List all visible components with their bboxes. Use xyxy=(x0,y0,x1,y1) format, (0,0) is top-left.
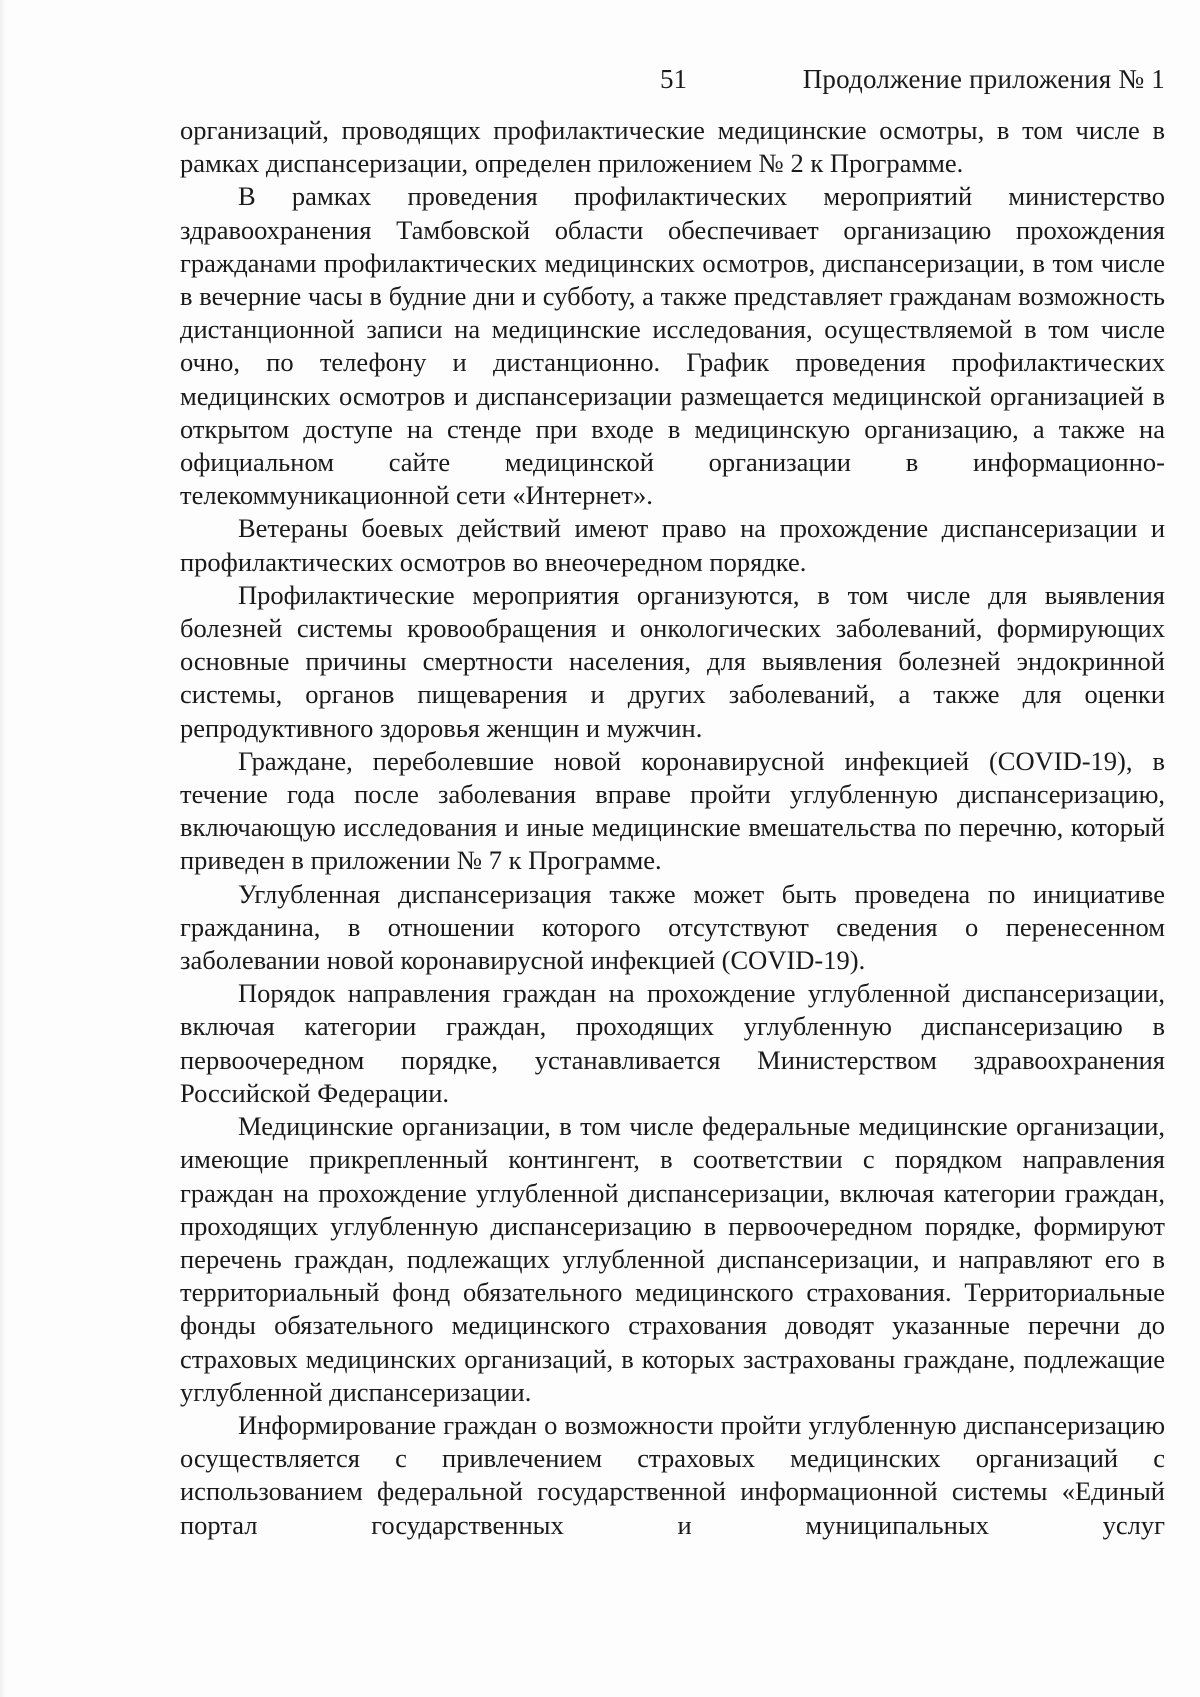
paragraph-1: организаций, проводящих профилактические медицинские осмотры, в том числе в рамках диспансеризации, определен приложением № 2 к Программе. xyxy=(180,115,1165,179)
paragraph-8: Медицинские организации, в том числе федеральные медицинские организации, имеющие прикрепленный контингент, в соответствии с порядком направления граждан на прохождение углубленной диспансеризации, включая категории граждан, проходящих углубленную диспансеризацию в первоочередном порядке, формируют перечень граждан, подлежащих углубленной диспансеризации, и направляют его в территориальный фонд обязательного медицинского страхования. Территориальные фонды обязательного медицинского страхования доводят указанные перечни до страховых медицинских организаций, в которых застрахованы граждане, подлежащие углубленной диспансеризации. xyxy=(180,1111,1165,1407)
paragraph-3: Ветераны боевых действий имеют право на прохождение диспансеризации и профилактических осмотров во внеочередном порядке. xyxy=(180,513,1165,577)
paragraph-9: Информирование граждан о возможности пройти углубленную диспансеризацию осуществляется с привлечением страховых медицинских организаций с использованием федеральной государственной информационной системы «Единый портал государственных и муниципальных услуг xyxy=(180,1409,1165,1540)
scan-edge-shadow xyxy=(0,0,6,1697)
paragraph-2: В рамках проведения профилактических мероприятий министерство здравоохранения Тамбовской области обеспечивает организацию прохождения гражданами профилактических медицинских осмотров, диспансеризации, в том числе в вечерние часы в будние дни и субботу, а также представляет гражданам возможность дистанционной записи на медицинские исследования, осуществляемой в том числе очно, по телефону и дистанционно. График проведения профилактических медицинских осмотров и диспансеризации размещается медицинской организацией в открытом доступе на стенде при входе в медицинскую организацию, а также на официальном сайте медицинской организации в информационно-телекоммуникационной сети «Интернет». xyxy=(180,181,1165,511)
page-header xyxy=(180,64,1165,104)
page-number: 51 xyxy=(660,64,687,94)
document-body xyxy=(180,114,1165,1542)
paragraph-5: Граждане, переболевшие новой коронавирусной инфекцией (COVID-19), в течение года после заболевания вправе пройти углубленную диспансеризацию, включающую исследования и иные медицинские вмешательства по перечню, который приведен в приложении № 7 к Программе. xyxy=(180,745,1165,876)
appendix-continuation-label: Продолжение приложения № 1 xyxy=(802,64,1165,94)
paragraph-7: Порядок направления граждан на прохождение углубленной диспансеризации, включая категории граждан, проходящих углубленную диспансеризацию в первоочередном порядке, устанавливается Министерством здравоохранения Российской Федерации. xyxy=(180,978,1165,1108)
paragraph-4: Профилактические мероприятия организуются, в том числе для выявления болезней системы кровообращения и онкологических заболеваний, формирующих основные причины смертности населения, для выявления болезней эндокринной системы, органов пищеварения и других заболеваний, а также для оценки репродуктивного здоровья женщин и мужчин. xyxy=(180,579,1165,743)
paragraph-6: Углубленная диспансеризация также может быть проведена по инициативе гражданина, в отношении которого отсутствуют сведения о перенесенном заболевании новой коронавирусной инфекцией (COVID-19). xyxy=(180,878,1165,976)
